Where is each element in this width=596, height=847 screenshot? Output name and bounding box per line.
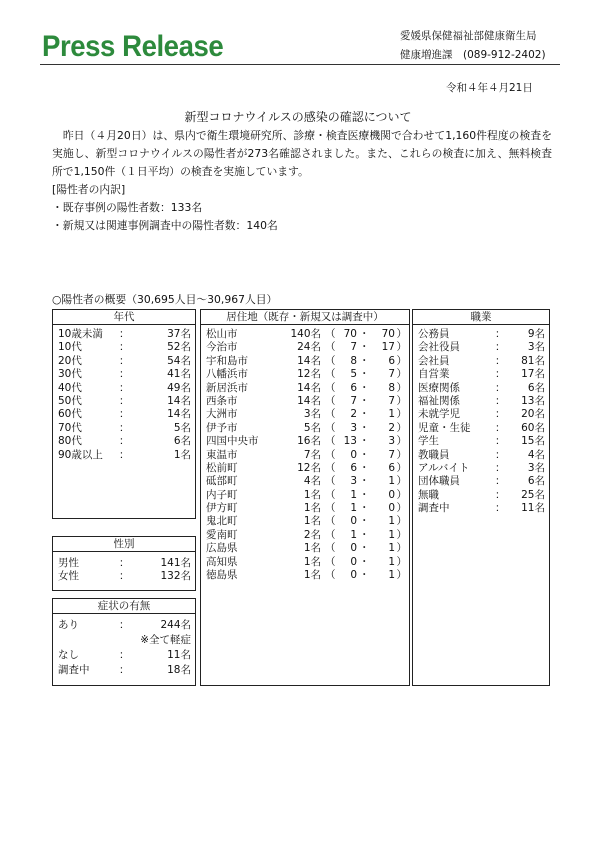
paren: ）	[396, 448, 407, 461]
colon: ：	[119, 649, 130, 661]
occupation-row	[413, 502, 549, 515]
sex-row	[53, 570, 195, 583]
age-row-value: 49名	[167, 381, 191, 394]
residence-total: 1名	[303, 542, 321, 555]
colon: ：	[495, 421, 506, 434]
occupation-table	[412, 309, 550, 686]
residence-place: 広島県	[206, 542, 238, 555]
residence-existing: 7	[350, 394, 357, 407]
residence-total: 14名	[297, 354, 321, 367]
symptom-row	[53, 618, 195, 633]
sex-row-value: 141名	[160, 557, 191, 569]
residence-total: 14名	[297, 381, 321, 394]
residence-new: 8	[388, 381, 395, 394]
colon: ：	[119, 435, 130, 448]
breakdown-item: ・既存事例の陽性者数：133名	[52, 201, 203, 214]
residence-new: 1	[388, 515, 395, 528]
occupation-row	[413, 489, 549, 502]
colon: ：	[495, 368, 506, 381]
occupation-row-value: 17名	[521, 368, 545, 381]
age-row-value: 54名	[167, 354, 191, 367]
age-row-value: 6名	[173, 435, 191, 448]
occupation-row-value: 81名	[521, 354, 545, 367]
symptom-row-label: あり	[58, 619, 79, 631]
colon: ：	[495, 328, 506, 340]
symptom-row-value: 18名	[167, 664, 191, 676]
residence-row	[201, 328, 409, 341]
separator: ・	[359, 341, 370, 354]
residence-existing: 1	[350, 502, 357, 515]
occupation-row-value: 6名	[527, 475, 545, 488]
colon: ：	[495, 448, 506, 461]
residence-new: 1	[388, 528, 395, 541]
residence-place: 新居浜市	[206, 381, 248, 394]
residence-row	[201, 355, 409, 368]
residence-new: 1	[388, 569, 395, 582]
breakdown-heading: [陽性者の内訳]	[52, 183, 126, 196]
residence-existing: 13	[343, 435, 357, 448]
residence-place: 徳島県	[206, 569, 238, 582]
paren: （	[325, 569, 336, 582]
paren: （	[325, 435, 336, 448]
residence-new: 0	[388, 502, 395, 515]
age-row-label: 80代	[58, 435, 82, 448]
age-row-value: 14名	[167, 394, 191, 407]
age-row-label: 10歳未満	[58, 328, 103, 340]
summary-paragraph: 昨日（４月20日）は、県内で衛生環境研究所、診療・検査医療機関で合わせて1,160件程度の検査を実施し、新型コロナウイルスの陽性者が273名確認されました。また、これらの検査に加え、無料検査所で1,150件（１日平均）の検査を実施しています。	[52, 129, 552, 178]
separator: ・	[359, 488, 370, 501]
age-row-value: 41名	[167, 368, 191, 381]
separator: ・	[359, 569, 370, 582]
occupation-row-value: 9名	[527, 328, 545, 340]
colon: ：	[119, 354, 130, 367]
occupation-row	[413, 435, 549, 448]
sex-row	[53, 557, 195, 570]
occupation-row	[413, 462, 549, 475]
age-row-label: 40代	[58, 381, 82, 394]
separator: ・	[359, 475, 370, 488]
paren: （	[325, 341, 336, 354]
residence-row	[201, 502, 409, 515]
sex-row-label: 男性	[58, 557, 79, 569]
residence-existing: 0	[350, 569, 357, 582]
residence-row	[201, 569, 409, 582]
age-row	[53, 368, 195, 381]
sex-row-label: 女性	[58, 570, 79, 583]
occupation-row-value: 4名	[527, 448, 545, 461]
age-row	[53, 449, 195, 462]
residence-place: 四国中央市	[206, 435, 259, 448]
age-header: 年代	[53, 310, 195, 325]
age-row-label: 90歳以上	[58, 448, 103, 461]
age-row-value: 5名	[173, 421, 191, 434]
residence-total: 14名	[297, 394, 321, 407]
paren: （	[325, 555, 336, 568]
residence-place: 西条市	[206, 394, 238, 407]
sex-row-value: 132名	[160, 570, 191, 583]
residence-new: 6	[388, 461, 395, 474]
occupation-row-label: 調査中	[418, 502, 450, 515]
separator: ・	[359, 408, 370, 421]
symptoms-table	[52, 598, 196, 686]
breakdown-item: ・新規又は関連事例調査中の陽性者数：140名	[52, 219, 278, 232]
occupation-row	[413, 408, 549, 421]
occupation-row	[413, 328, 549, 341]
residence-new: 1	[388, 475, 395, 488]
occupation-row-value: 13名	[521, 394, 545, 407]
separator: ・	[359, 421, 370, 434]
age-row	[53, 382, 195, 395]
occupation-row	[413, 341, 549, 354]
residence-place: 宇和島市	[206, 354, 248, 367]
paren: ）	[396, 528, 407, 541]
occupation-row	[413, 449, 549, 462]
paren: ）	[396, 354, 407, 367]
paren: （	[325, 528, 336, 541]
residence-row	[201, 529, 409, 542]
occupation-row-label: 公務員	[418, 328, 450, 340]
colon: ：	[119, 619, 130, 631]
occupation-row-label: 無職	[418, 488, 439, 501]
separator: ・	[359, 435, 370, 448]
age-row	[53, 408, 195, 421]
age-row	[53, 341, 195, 354]
residence-row	[201, 556, 409, 569]
residence-row	[201, 449, 409, 462]
residence-existing: 7	[350, 341, 357, 354]
residence-total: 16名	[297, 435, 321, 448]
residence-place: 伊予市	[206, 421, 238, 434]
sex-table	[52, 536, 196, 591]
symptom-row-value: ※全て軽症	[140, 634, 191, 646]
occupation-row-label: 学生	[418, 435, 439, 448]
residence-new: 6	[388, 354, 395, 367]
paren: ）	[396, 569, 407, 582]
residence-row	[201, 368, 409, 381]
separator: ・	[359, 368, 370, 381]
paren: （	[325, 461, 336, 474]
age-row-label: 10代	[58, 341, 82, 354]
age-row	[53, 435, 195, 448]
colon: ：	[495, 394, 506, 407]
colon: ：	[495, 488, 506, 501]
residence-total: 12名	[297, 368, 321, 381]
colon: ：	[119, 570, 130, 583]
separator: ・	[359, 328, 370, 340]
separator: ・	[359, 354, 370, 367]
age-row	[53, 422, 195, 435]
residence-existing: 1	[350, 528, 357, 541]
paren: ）	[396, 435, 407, 448]
residence-row	[201, 341, 409, 354]
occupation-row-label: 団体職員	[418, 475, 460, 488]
residence-total: 1名	[303, 502, 321, 515]
age-row-value: 37名	[167, 328, 191, 340]
residence-existing: 2	[350, 408, 357, 421]
symptom-row	[53, 633, 195, 648]
residence-total: 3名	[303, 408, 321, 421]
residence-new: 1	[388, 555, 395, 568]
residence-total: 24名	[297, 341, 321, 354]
colon: ：	[119, 448, 130, 461]
residence-total: 5名	[303, 421, 321, 434]
occupation-row	[413, 395, 549, 408]
residence-existing: 3	[350, 421, 357, 434]
age-row-label: 30代	[58, 368, 82, 381]
paren: （	[325, 408, 336, 421]
paren: ）	[396, 488, 407, 501]
occupation-row-value: 3名	[527, 341, 545, 354]
occupation-row-value: 15名	[521, 435, 545, 448]
colon: ：	[495, 408, 506, 421]
residence-new: 70	[381, 328, 395, 340]
paren: （	[325, 542, 336, 555]
body-text	[52, 127, 552, 235]
paren: （	[325, 475, 336, 488]
occupation-row-label: 会社役員	[418, 341, 460, 354]
residence-row	[201, 395, 409, 408]
colon: ：	[119, 557, 130, 569]
colon: ：	[119, 408, 130, 421]
age-table	[52, 309, 196, 519]
paren: （	[325, 515, 336, 528]
colon: ：	[495, 435, 506, 448]
age-row-label: 70代	[58, 421, 82, 434]
occupation-row-value: 25名	[521, 488, 545, 501]
residence-place: 松前町	[206, 461, 238, 474]
age-row-value: 52名	[167, 341, 191, 354]
residence-new: 7	[388, 368, 395, 381]
colon: ：	[495, 502, 506, 515]
paren: ）	[396, 328, 407, 340]
residence-existing: 0	[350, 542, 357, 555]
occupation-row	[413, 355, 549, 368]
residence-place: 鬼北町	[206, 515, 238, 528]
paren: （	[325, 368, 336, 381]
residence-existing: 6	[350, 461, 357, 474]
residence-existing: 70	[343, 328, 357, 340]
residence-existing: 8	[350, 354, 357, 367]
section-contact: 健康増進課 (089-912-2402)	[400, 49, 546, 61]
paren: （	[325, 328, 336, 340]
occupation-row	[413, 368, 549, 381]
residence-new: 1	[388, 542, 395, 555]
residence-row	[201, 408, 409, 421]
press-release-logo: Press Release	[42, 30, 224, 63]
residence-total: 1名	[303, 569, 321, 582]
paren: ）	[396, 461, 407, 474]
occupation-row-label: 会社員	[418, 354, 450, 367]
residence-existing: 3	[350, 475, 357, 488]
symptom-row-label: なし	[58, 649, 79, 661]
paren: ）	[396, 341, 407, 354]
residence-place: 大洲市	[206, 408, 238, 421]
colon: ：	[119, 341, 130, 354]
separator: ・	[359, 394, 370, 407]
occupation-row-value: 60名	[521, 421, 545, 434]
paren: ）	[396, 408, 407, 421]
document-title: 新型コロナウイルスの感染の確認について	[184, 110, 412, 124]
occupation-row-label: 教職員	[418, 448, 450, 461]
residence-new: 17	[381, 341, 395, 354]
release-date: 令和４年４月21日	[446, 82, 533, 94]
occupation-row-label: 未就学児	[418, 408, 460, 421]
residence-table	[200, 309, 410, 686]
paren: （	[325, 421, 336, 434]
paren: ）	[396, 502, 407, 515]
residence-new: 2	[388, 421, 395, 434]
residence-place: 愛南町	[206, 528, 238, 541]
colon: ：	[119, 381, 130, 394]
separator: ・	[359, 542, 370, 555]
paren: ）	[396, 381, 407, 394]
age-row-value: 1名	[173, 448, 191, 461]
residence-place: 東温市	[206, 448, 238, 461]
colon: ：	[119, 421, 130, 434]
separator: ・	[359, 528, 370, 541]
paren: ）	[396, 515, 407, 528]
colon: ：	[495, 461, 506, 474]
separator: ・	[359, 461, 370, 474]
colon: ：	[495, 341, 506, 354]
residence-existing: 6	[350, 381, 357, 394]
colon: ：	[495, 475, 506, 488]
age-row	[53, 328, 195, 341]
paren: ）	[396, 394, 407, 407]
residence-total: 7名	[303, 448, 321, 461]
symptom-row-value: 244名	[160, 619, 191, 631]
paren: （	[325, 354, 336, 367]
symptom-row-label: 調査中	[58, 664, 90, 676]
residence-place: 今治市	[206, 341, 238, 354]
residence-total: 2名	[303, 528, 321, 541]
symptoms-header: 症状の有無	[53, 599, 195, 614]
paren: ）	[396, 475, 407, 488]
separator: ・	[359, 515, 370, 528]
occupation-row-value: 20名	[521, 408, 545, 421]
paren: ）	[396, 542, 407, 555]
occupation-row	[413, 475, 549, 488]
age-row-label: 20代	[58, 354, 82, 367]
occupation-row-value: 6名	[527, 381, 545, 394]
paren: （	[325, 448, 336, 461]
residence-row	[201, 542, 409, 555]
residence-existing: 0	[350, 515, 357, 528]
residence-row	[201, 435, 409, 448]
colon: ：	[119, 664, 130, 676]
residence-row	[201, 475, 409, 488]
residence-new: 7	[388, 448, 395, 461]
paren: ）	[396, 368, 407, 381]
colon: ：	[495, 354, 506, 367]
residence-existing: 0	[350, 448, 357, 461]
colon: ：	[495, 381, 506, 394]
separator: ・	[359, 502, 370, 515]
residence-existing: 5	[350, 368, 357, 381]
residence-row	[201, 515, 409, 528]
residence-row	[201, 462, 409, 475]
occupation-row	[413, 422, 549, 435]
colon: ：	[119, 328, 130, 340]
occupation-row-label: 児童・生徒	[418, 421, 471, 434]
occupation-row-label: 自営業	[418, 368, 450, 381]
separator: ・	[359, 448, 370, 461]
colon: ：	[119, 368, 130, 381]
residence-place: 松山市	[206, 328, 238, 340]
residence-total: 12名	[297, 461, 321, 474]
age-row-label: 60代	[58, 408, 82, 421]
age-row	[53, 395, 195, 408]
paren: （	[325, 394, 336, 407]
residence-new: 3	[388, 435, 395, 448]
separator: ・	[359, 555, 370, 568]
residence-total: 1名	[303, 488, 321, 501]
residence-place: 砥部町	[206, 475, 238, 488]
residence-existing: 0	[350, 555, 357, 568]
occupation-row-value: 11名	[521, 502, 545, 515]
symptom-row	[53, 663, 195, 678]
occupation-row	[413, 382, 549, 395]
paren: ）	[396, 421, 407, 434]
residence-place: 高知県	[206, 555, 238, 568]
paren: （	[325, 381, 336, 394]
colon: ：	[119, 394, 130, 407]
residence-place: 八幡浜市	[206, 368, 248, 381]
residence-new: 7	[388, 394, 395, 407]
occupation-row-label: アルバイト	[418, 461, 470, 474]
residence-row	[201, 422, 409, 435]
sex-header: 性別	[53, 537, 195, 552]
overview-heading: ○陽性者の概要（30,695人目～30,967人目）	[52, 293, 278, 306]
paren: （	[325, 488, 336, 501]
residence-row	[201, 382, 409, 395]
age-row	[53, 355, 195, 368]
residence-header: 居住地（既存・新規又は調査中）	[201, 310, 409, 325]
residence-place: 内子町	[206, 488, 238, 501]
residence-total: 140名	[290, 328, 321, 340]
residence-place: 伊方町	[206, 502, 238, 515]
residence-row	[201, 489, 409, 502]
occupation-row-label: 医療関係	[418, 381, 460, 394]
residence-total: 1名	[303, 555, 321, 568]
header-divider	[40, 64, 560, 65]
symptom-row-value: 11名	[167, 649, 191, 661]
separator: ・	[359, 381, 370, 394]
residence-total: 1名	[303, 515, 321, 528]
occupation-header: 職業	[413, 310, 549, 325]
age-row-label: 50代	[58, 394, 82, 407]
residence-existing: 1	[350, 488, 357, 501]
paren: （	[325, 502, 336, 515]
occupation-row-label: 福祉関係	[418, 394, 460, 407]
age-row-value: 14名	[167, 408, 191, 421]
residence-total: 4名	[303, 475, 321, 488]
occupation-row-value: 3名	[527, 461, 545, 474]
residence-new: 0	[388, 488, 395, 501]
residence-new: 1	[388, 408, 395, 421]
department-name: 愛媛県保健福祉部健康衛生局	[400, 30, 537, 42]
symptom-row	[53, 648, 195, 663]
paren: ）	[396, 555, 407, 568]
